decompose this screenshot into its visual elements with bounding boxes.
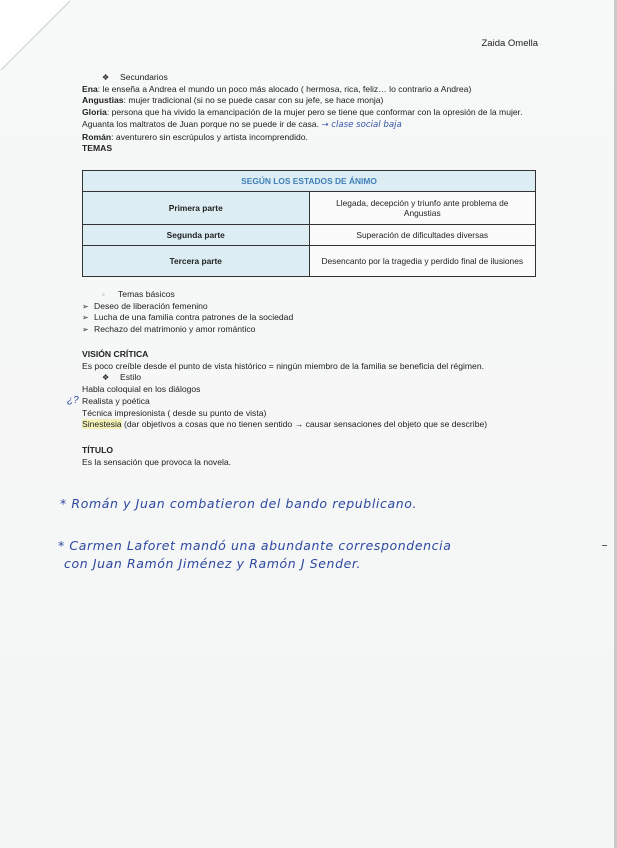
author-name: Zaida Omella: [481, 38, 538, 49]
table-row: [83, 246, 536, 277]
style-line: [82, 419, 542, 431]
secondary-heading: Secundarios: [120, 72, 168, 82]
handwritten-note-2a: * Carmen Laforet mandó una abundante correspondencia: [58, 538, 452, 553]
character-name: Gloria: [82, 107, 107, 118]
diamond-bullet-icon: ❖: [102, 373, 110, 383]
critical-vision-section: [82, 349, 542, 431]
list-item: [82, 372, 542, 384]
character-gloria: [82, 107, 542, 131]
style-line: Habla coloquial en los diálogos: [82, 384, 201, 395]
theme-text: Lucha de una familia contra patrones de la sociedad: [94, 312, 294, 323]
style-heading: Estilo: [120, 372, 142, 383]
table-row: [83, 192, 536, 225]
handwritten-note-2b: con Juan Ramón Jiménez y Ramón J Sender.: [64, 556, 362, 571]
character-text: : aventurero sin escrúpulos y artista incomprendido.: [111, 131, 308, 142]
style-line-text: (dar objetivos a cosas que no tienen sentido → causar sensaciones del objeto que se describe): [121, 419, 488, 430]
title-section: [82, 445, 542, 468]
diamond-bullet-icon: ❖: [102, 73, 110, 82]
moods-table: [82, 170, 536, 277]
arrow-bullet-icon: ➢: [82, 301, 89, 311]
handwritten-annotation: → clase social baja: [321, 119, 402, 130]
table-cell-value: Desencanto por la tragedia y perdido final de ilusiones: [309, 246, 536, 277]
theme-text: Rechazo del matrimonio y amor romántico: [94, 324, 256, 335]
character-name: Angustias: [82, 95, 124, 106]
table-cell-value: Superación de dificultades diversas: [309, 225, 536, 246]
title-heading: TÍTULO: [82, 445, 114, 455]
secondary-characters-section: [82, 72, 542, 155]
title-text: Es la sensación que provoca la novela.: [82, 456, 232, 467]
handwritten-note-1: * Román y Juan combatieron del bando republicano.: [60, 496, 418, 511]
margin-dash: [602, 545, 607, 546]
character-text: : persona que ha vivido la emancipación de la mujer pero se tiene que conformar con la opresión de la mujer. Aguanta los maltratos de Juan porque no se puede ir de casa.: [82, 107, 523, 129]
list-item: [82, 301, 542, 313]
character-name: Román: [82, 131, 112, 142]
character-text: : le enseña a Andrea el mundo un poco más alocado ( hermosa, rica, feliz… lo contrario a Andrea): [97, 83, 472, 94]
table-cell-label: Tercera parte: [83, 246, 310, 277]
table-cell-label: Primera parte: [83, 192, 310, 225]
table-cell-value: Llegada, decepción y triunfo ante problema de Angustias: [309, 192, 536, 225]
character-text: : mujer tradicional (si no se puede casar con su jefe, se hace monja): [123, 95, 384, 106]
table-row: [83, 225, 536, 246]
critical-vision-heading: VISIÓN CRÍTICA: [82, 349, 149, 359]
handwritten-question-mark: ¿?: [67, 395, 79, 406]
list-item: [82, 324, 542, 336]
table-title: SEGÚN LOS ESTADOS DE ÁNIMO: [83, 171, 536, 192]
character-angustias: [82, 95, 542, 107]
list-item: [82, 72, 542, 84]
list-item: [82, 312, 542, 324]
themes-heading: TEMAS: [82, 143, 113, 154]
style-line: Técnica impresionista ( desde su punto de vista): [82, 407, 267, 418]
character-roman: [82, 132, 542, 144]
table-cell-label: Segunda parte: [83, 225, 310, 246]
critical-vision-text: Es poco creíble desde el punto de vista histórico = ningún miembro de la familia se beneficia del régimen.: [82, 360, 484, 371]
circle-bullet-icon: ◦: [102, 290, 105, 299]
arrow-bullet-icon: ➢: [82, 313, 89, 323]
style-line: Realista y poética: [82, 395, 150, 406]
basic-themes-section: [82, 289, 542, 336]
basic-themes-heading: Temas básicos: [118, 289, 175, 299]
theme-text: Deseo de liberación femenino: [94, 300, 208, 311]
character-name: Ena: [82, 83, 98, 94]
character-ena: [82, 84, 542, 96]
list-item: [82, 289, 542, 301]
highlighted-term: Sinestesia: [82, 419, 122, 430]
arrow-bullet-icon: ➢: [82, 325, 89, 335]
